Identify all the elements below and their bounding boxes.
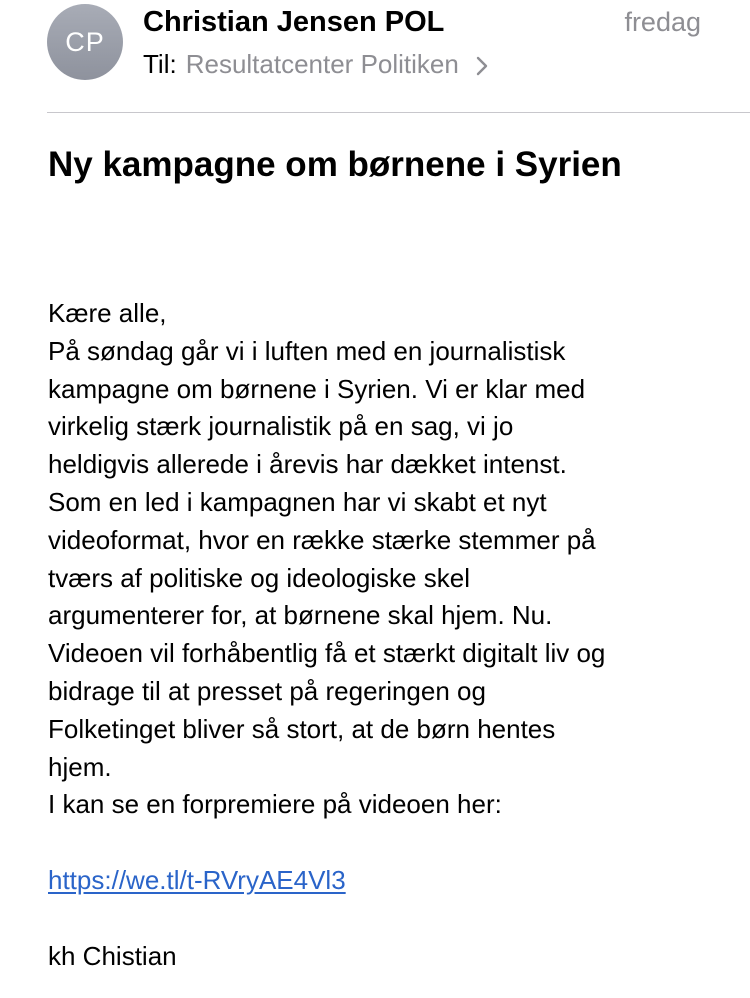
body-paragraph — [48, 333, 738, 824]
recipient-row[interactable] — [143, 44, 493, 84]
sender-name[interactable]: Christian Jensen POL — [143, 6, 445, 38]
spacer — [48, 824, 738, 862]
body-line: Som en led i kampagnen har vi skabt et nyt — [48, 486, 547, 517]
to-label: Til: — [143, 48, 177, 79]
body-line: På søndag går vi i luften med en journalistisk — [48, 335, 566, 366]
body-line: Videoen vil forhåbentlig få et stærkt digitalt liv og — [48, 638, 606, 669]
header-divider — [47, 112, 750, 113]
wetransfer-link[interactable]: https://we.tl/t-RVryAE4Vl3 — [48, 864, 346, 895]
body-line: kampagne om børnene i Syrien. Vi er klar med — [48, 373, 586, 404]
body-line: heldigvis allerede i årevis har dækket intenst. — [48, 449, 567, 480]
sender-avatar[interactable] — [47, 4, 123, 80]
body-line: bidrage til at presset på regeringen og — [48, 675, 486, 706]
body-line: tværs af politiske og ideologiske skel — [48, 562, 470, 593]
chevron-right-icon[interactable] — [471, 53, 493, 75]
spacer — [48, 900, 738, 938]
signoff: kh Chistian — [48, 940, 177, 971]
body-line: argumenterer for, at børnene skal hjem. Nu. — [48, 600, 553, 631]
body-line: I kan se en forpremiere på videoen her: — [48, 789, 502, 820]
body-line: Folketinget bliver så stort, at de børn hentes — [48, 713, 556, 744]
body-line: hjem. — [48, 751, 112, 782]
body-line: virkelig stærk journalistik på en sag, vi jo — [48, 411, 514, 442]
body-line: videoformat, hvor en række stærke stemmer på — [48, 524, 596, 555]
message-body — [48, 295, 738, 975]
recipient-name[interactable]: Resultatcenter Politiken — [185, 48, 459, 79]
message-date: fredag — [624, 7, 701, 37]
greeting: Kære alle, — [48, 298, 167, 328]
message-subject: Ny kampagne om børnene i Syrien — [48, 145, 622, 184]
avatar-initials: CP — [65, 26, 105, 57]
